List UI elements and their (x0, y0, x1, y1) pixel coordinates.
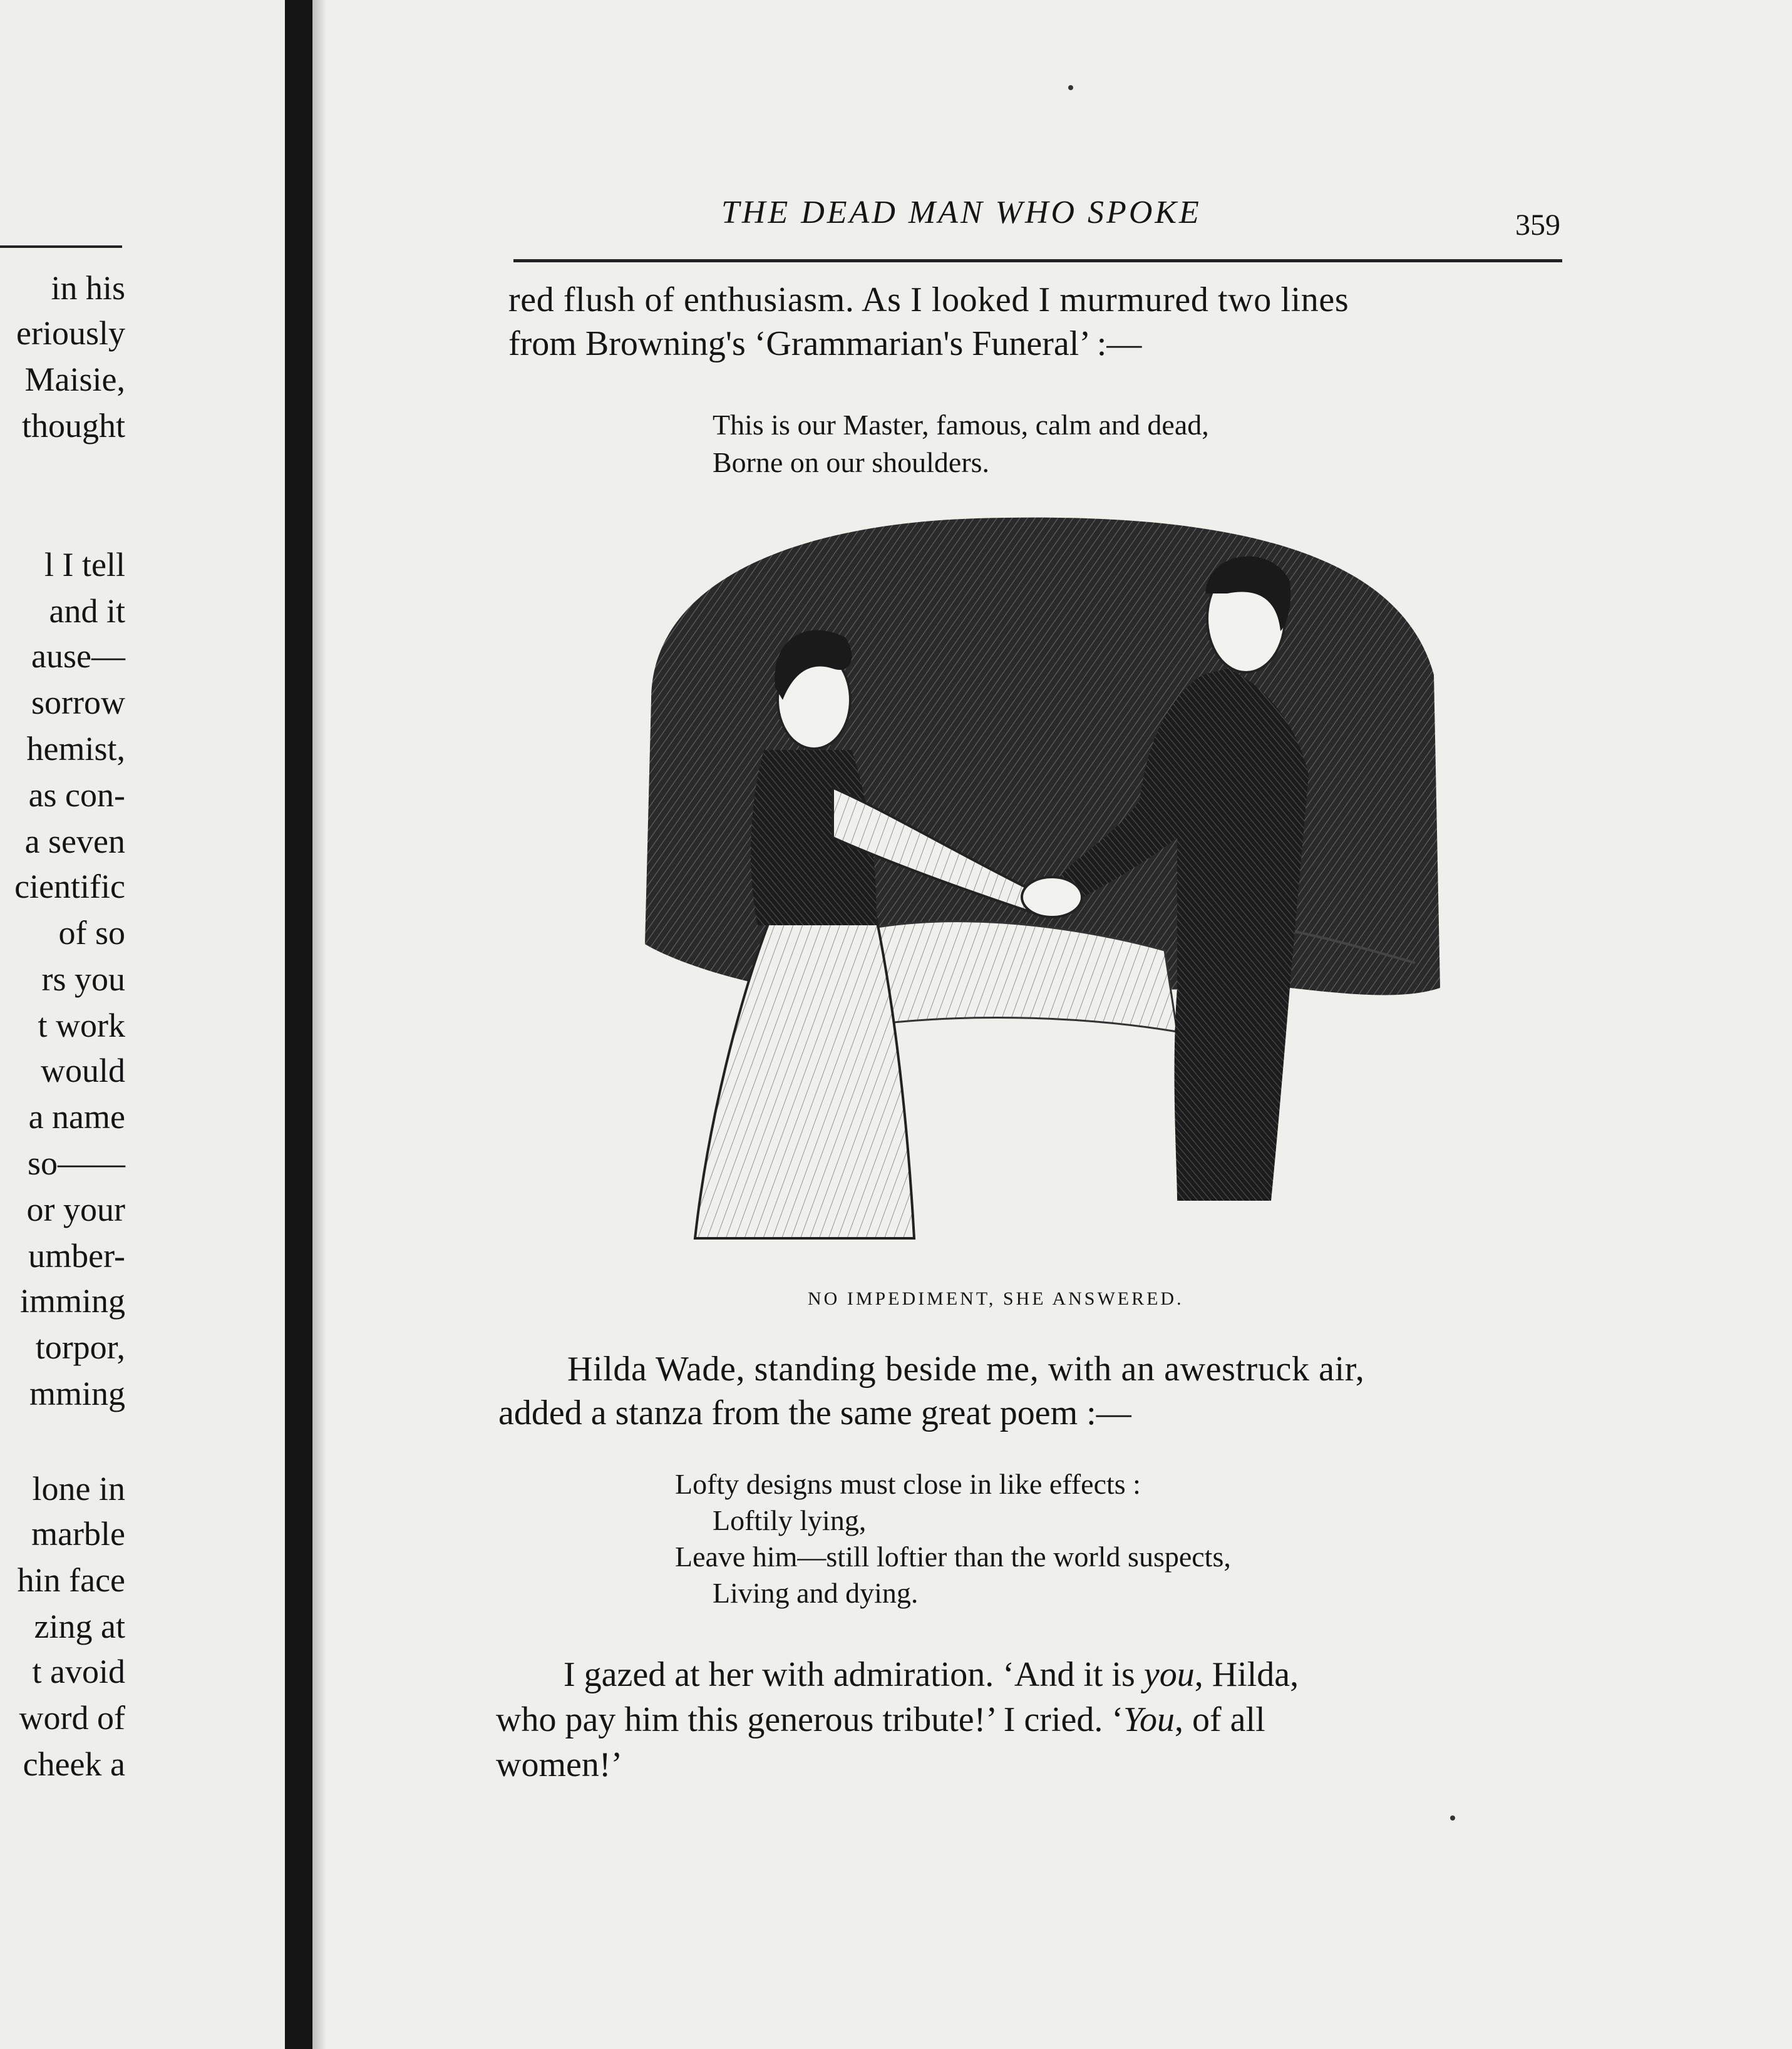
p3-l2-b: , of all (1175, 1700, 1265, 1739)
left-page-line: sorrow (31, 684, 125, 721)
header-rule (513, 259, 1562, 262)
gutter-shadow (312, 0, 326, 2049)
p3-l1-a: I gazed at her with admiration. ‘And it is (564, 1655, 1144, 1694)
left-page-line: so—— (27, 1144, 125, 1182)
left-page-line: imming (19, 1282, 125, 1320)
paragraph-3-line-3: women!’ (496, 1745, 623, 1784)
left-page-rule (0, 245, 122, 248)
verse-2-line-1: Lofty designs must close in like effects : (675, 1468, 1141, 1500)
left-page-line: eriously (16, 314, 125, 352)
left-page-line: marble (31, 1515, 125, 1553)
left-page-line: l I tell (44, 546, 125, 583)
left-page-line: cheek a (23, 1745, 125, 1783)
left-page-line: hemist, (26, 730, 125, 768)
left-page-line: ause— (31, 637, 125, 675)
left-page-line: thought (21, 407, 125, 444)
left-page-line: word of (19, 1699, 125, 1737)
left-facing-page (0, 0, 289, 2049)
paragraph-1-line-2: from Browning's ‘Grammarian's Funeral’ :— (508, 324, 1142, 363)
left-page-line: torpor, (35, 1328, 125, 1366)
left-page-line: t avoid (32, 1653, 125, 1690)
p3-l2-a: who pay him this generous tribute!’ I cried. ‘ (496, 1700, 1124, 1739)
paragraph-2-line-1: Hilda Wade, standing beside me, with an awestruck air, (567, 1350, 1365, 1389)
left-page-line: would (41, 1052, 125, 1089)
verse-2-line-2: Loftily lying, (713, 1504, 867, 1536)
running-head: THE DEAD MAN WHO SPOKE (721, 195, 1202, 230)
verse-2-line-4: Living and dying. (713, 1577, 919, 1609)
p3-l1-em: you (1143, 1655, 1195, 1694)
left-page-line: a seven (24, 823, 125, 860)
p3-l1-b: , Hilda, (1194, 1655, 1299, 1694)
left-page-line: of so (58, 914, 125, 952)
left-page-line: umber- (28, 1237, 125, 1275)
left-page-line: hin face (17, 1561, 125, 1599)
left-page-line: Maisie, (24, 361, 125, 398)
left-page-line: mming (29, 1375, 125, 1412)
illustration-caption: NO IMPEDIMENT, SHE ANSWERED. (808, 1288, 1184, 1309)
left-page-line: a name (28, 1098, 125, 1136)
verse-1-line-1: This is our Master, famous, calm and dead, (713, 409, 1209, 441)
paragraph-3-line-1 (564, 1653, 1299, 1697)
paragraph-1-line-1: red flush of enthusiasm. As I looked I murmured two lines (508, 280, 1349, 319)
left-page-line: lone in (32, 1470, 125, 1507)
page-number: 359 (1515, 208, 1560, 242)
left-page-line: rs you (41, 960, 125, 998)
left-page-line: in his (51, 269, 125, 307)
engraving-two-figures-clasping-hands-icon (626, 512, 1453, 1251)
left-page-line: and it (49, 592, 125, 630)
verse-2-line-3: Leave him—still loftier than the world suspects, (675, 1541, 1231, 1573)
left-page-line: cientific (14, 868, 125, 905)
left-page-line: as con- (28, 776, 125, 814)
book-gutter (285, 0, 312, 2049)
paragraph-2-line-2: added a stanza from the same great poem :— (498, 1394, 1131, 1432)
ink-speck (1068, 85, 1073, 90)
paragraph-3-line-2 (496, 1698, 1265, 1742)
p3-l2-em: You (1123, 1700, 1175, 1739)
left-page-line: or your (26, 1191, 125, 1228)
verse-1-line-2: Borne on our shoulders. (713, 446, 990, 478)
left-page-line: zing at (34, 1608, 125, 1645)
ink-speck (1450, 1815, 1455, 1820)
left-page-line: t work (38, 1007, 125, 1044)
